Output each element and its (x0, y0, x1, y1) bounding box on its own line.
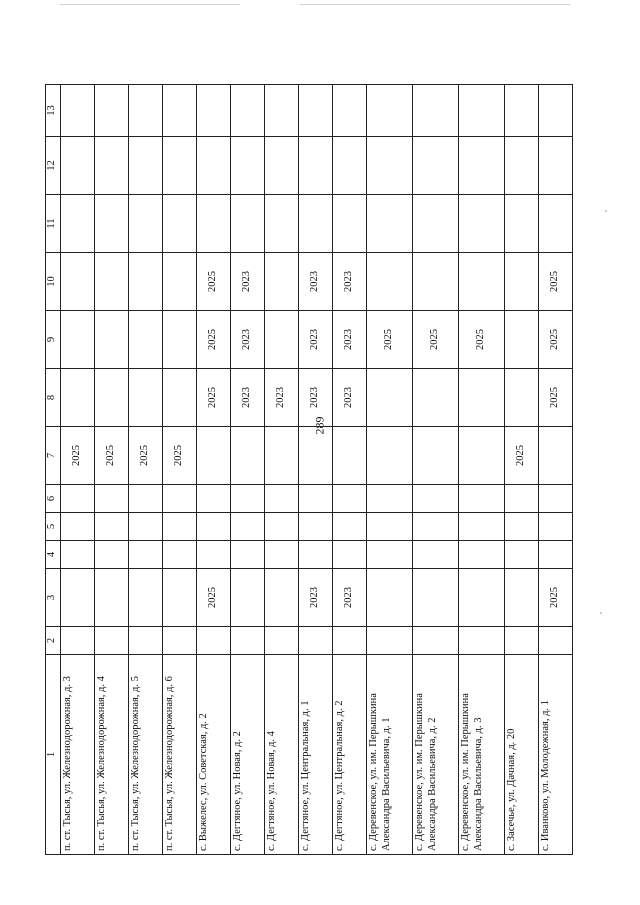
year-cell: 2023 (231, 369, 265, 427)
table-row (505, 85, 539, 855)
year-cell (95, 195, 129, 253)
year-cell (129, 195, 163, 253)
year-cell (299, 627, 333, 655)
year-cell (163, 485, 197, 513)
year-cell (505, 311, 539, 369)
year-cell (265, 311, 299, 369)
table-header-row (46, 85, 61, 855)
year-cell (61, 513, 95, 541)
year-cell (413, 253, 459, 311)
table-row (333, 85, 367, 855)
year-cell (95, 569, 129, 627)
year-cell (231, 195, 265, 253)
year-cell (413, 627, 459, 655)
year-cell (505, 85, 539, 137)
year-cell (95, 85, 129, 137)
year-cell (231, 541, 265, 569)
column-header: 12 (46, 137, 61, 195)
year-cell (505, 513, 539, 541)
year-cell (129, 253, 163, 311)
year-cell (413, 195, 459, 253)
year-cell (197, 85, 231, 137)
year-cell: 2025 (129, 427, 163, 485)
year-cell (367, 427, 413, 485)
year-cell (61, 311, 95, 369)
address-cell: п. ст. Тысья, ул. Железнодорожная, д. 4 (95, 655, 129, 855)
address-cell: с. Деревенское, ул. им. Перышкина Александра Васильевича, д. 3 (459, 655, 505, 855)
year-cell (413, 369, 459, 427)
page-number: 289 (312, 416, 327, 435)
year-cell: 2025 (163, 427, 197, 485)
year-cell (367, 137, 413, 195)
year-cell (367, 369, 413, 427)
rotated-table-container (45, 85, 595, 855)
year-cell (413, 85, 459, 137)
year-cell (539, 137, 573, 195)
table-row (95, 85, 129, 855)
address-cell: с. Иванково, ул. Молодежная, д. 1 (539, 655, 573, 855)
year-cell (61, 85, 95, 137)
column-header: 6 (46, 485, 61, 513)
year-cell: 2023 (231, 311, 265, 369)
year-cell (367, 85, 413, 137)
year-cell (299, 195, 333, 253)
table-body (61, 85, 573, 855)
table-row (61, 85, 95, 855)
year-cell (459, 253, 505, 311)
year-cell (163, 541, 197, 569)
year-cell: 2025 (539, 311, 573, 369)
year-cell: 2025 (539, 569, 573, 627)
year-cell (367, 195, 413, 253)
year-cell (231, 513, 265, 541)
year-cell (459, 427, 505, 485)
year-cell (539, 485, 573, 513)
address-cell: с. Деревенское, ул. им. Перышкина Александра Васильевича, д. 2 (413, 655, 459, 855)
year-cell (459, 627, 505, 655)
year-cell (129, 85, 163, 137)
column-header: 2 (46, 627, 61, 655)
table-row (459, 85, 505, 855)
column-header: 8 (46, 369, 61, 427)
year-cell (539, 541, 573, 569)
year-cell (163, 253, 197, 311)
year-cell (459, 485, 505, 513)
year-cell (61, 253, 95, 311)
year-cell (413, 137, 459, 195)
year-cell: 2025 (413, 311, 459, 369)
scan-speck (600, 612, 602, 614)
year-cell (459, 513, 505, 541)
year-cell (265, 427, 299, 485)
table-row (231, 85, 265, 855)
scan-speck (605, 210, 607, 212)
year-cell (163, 569, 197, 627)
year-cell (265, 137, 299, 195)
column-header: 1 (46, 655, 61, 855)
table-row (129, 85, 163, 855)
year-cell (61, 369, 95, 427)
year-cell (129, 541, 163, 569)
year-cell (231, 85, 265, 137)
year-cell (95, 311, 129, 369)
year-cell (95, 253, 129, 311)
year-cell: 2023 (333, 369, 367, 427)
year-cell: 2023 (299, 569, 333, 627)
year-cell (265, 253, 299, 311)
year-cell (333, 541, 367, 569)
year-cell (333, 627, 367, 655)
year-cell (129, 311, 163, 369)
year-cell (367, 569, 413, 627)
year-cell: 2025 (197, 311, 231, 369)
year-cell (163, 311, 197, 369)
year-cell (197, 137, 231, 195)
year-cell (61, 627, 95, 655)
address-cell: с. Засечье, ул. Дачная, д. 20 (505, 655, 539, 855)
year-cell (231, 627, 265, 655)
year-cell (505, 137, 539, 195)
year-cell: 2023 (299, 369, 333, 427)
year-cell (163, 369, 197, 427)
year-cell (299, 513, 333, 541)
year-cell (333, 513, 367, 541)
year-cell: 2023 (231, 253, 265, 311)
year-cell (231, 569, 265, 627)
year-cell (333, 137, 367, 195)
year-cell: 2025 (539, 369, 573, 427)
year-cell (539, 427, 573, 485)
year-cell (95, 627, 129, 655)
year-cell (231, 485, 265, 513)
year-cell (61, 195, 95, 253)
year-cell (413, 569, 459, 627)
scan-edge-line (300, 4, 570, 5)
year-cell (505, 195, 539, 253)
year-cell (413, 485, 459, 513)
year-cell: 2025 (61, 427, 95, 485)
year-cell (265, 195, 299, 253)
year-cell (265, 513, 299, 541)
address-cell: с. Дегтяное, ул. Новая, д. 4 (265, 655, 299, 855)
year-cell: 2025 (197, 569, 231, 627)
year-cell (129, 569, 163, 627)
year-cell: 2023 (333, 253, 367, 311)
column-header: 4 (46, 541, 61, 569)
year-cell (333, 485, 367, 513)
column-header: 5 (46, 513, 61, 541)
schedule-table (45, 84, 573, 855)
year-cell: 2025 (505, 427, 539, 485)
year-cell (459, 85, 505, 137)
year-cell (265, 541, 299, 569)
year-cell: 2023 (333, 311, 367, 369)
year-cell (265, 569, 299, 627)
year-cell (129, 513, 163, 541)
address-cell: с. Выжелес, ул. Советская, д. 2 (197, 655, 231, 855)
year-cell (95, 513, 129, 541)
table-row (367, 85, 413, 855)
address-cell: с. Дегтяное, ул. Центральная, д. 1 (299, 655, 333, 855)
year-cell (333, 195, 367, 253)
year-cell (459, 569, 505, 627)
scan-edge-line (60, 4, 240, 5)
year-cell (231, 427, 265, 485)
year-cell (61, 541, 95, 569)
year-cell (299, 137, 333, 195)
year-cell (459, 195, 505, 253)
table-row (539, 85, 573, 855)
year-cell (459, 369, 505, 427)
year-cell: 2023 (299, 311, 333, 369)
year-cell: 2023 (299, 253, 333, 311)
year-cell (197, 541, 231, 569)
address-cell: п. ст. Тысья, ул. Железнодорожная, д. 5 (129, 655, 163, 855)
year-cell (95, 369, 129, 427)
year-cell (129, 369, 163, 427)
year-cell (163, 627, 197, 655)
year-cell: 2025 (197, 369, 231, 427)
year-cell (197, 485, 231, 513)
year-cell (367, 627, 413, 655)
year-cell (61, 137, 95, 195)
column-header: 7 (46, 427, 61, 485)
year-cell (459, 137, 505, 195)
year-cell (367, 485, 413, 513)
year-cell (197, 427, 231, 485)
year-cell (95, 137, 129, 195)
year-cell (129, 485, 163, 513)
year-cell (367, 253, 413, 311)
year-cell (367, 513, 413, 541)
year-cell (539, 195, 573, 253)
year-cell (413, 541, 459, 569)
address-cell: с. Дегтяное, ул. Новая, д. 2 (231, 655, 265, 855)
year-cell (265, 485, 299, 513)
year-cell (505, 369, 539, 427)
year-cell (539, 627, 573, 655)
address-cell: п. ст. Тысья, ул. Железнодорожная, д. 3 (61, 655, 95, 855)
table-row (197, 85, 231, 855)
column-header: 13 (46, 85, 61, 137)
year-cell (231, 137, 265, 195)
year-cell: 2025 (367, 311, 413, 369)
year-cell: 2023 (265, 369, 299, 427)
year-cell (129, 137, 163, 195)
table-row (265, 85, 299, 855)
table-row (413, 85, 459, 855)
year-cell (163, 137, 197, 195)
year-cell (197, 195, 231, 253)
year-cell (299, 485, 333, 513)
year-cell (299, 427, 333, 485)
year-cell (163, 195, 197, 253)
address-cell: с. Деревенское, ул. им. Перышкина Александра Васильевича, д. 1 (367, 655, 413, 855)
address-cell: п. ст. Тысья, ул. Железнодорожная, д. 6 (163, 655, 197, 855)
column-header: 11 (46, 195, 61, 253)
year-cell (333, 427, 367, 485)
year-cell (265, 627, 299, 655)
year-cell (505, 627, 539, 655)
year-cell (539, 513, 573, 541)
column-header: 3 (46, 569, 61, 627)
year-cell (95, 485, 129, 513)
year-cell (163, 513, 197, 541)
column-header: 10 (46, 253, 61, 311)
year-cell (413, 513, 459, 541)
year-cell (505, 485, 539, 513)
year-cell (539, 85, 573, 137)
table-row (163, 85, 197, 855)
year-cell (299, 541, 333, 569)
year-cell (299, 85, 333, 137)
year-cell: 2025 (197, 253, 231, 311)
column-header: 9 (46, 311, 61, 369)
year-cell (197, 513, 231, 541)
year-cell (265, 85, 299, 137)
year-cell (505, 569, 539, 627)
year-cell (505, 541, 539, 569)
year-cell (197, 627, 231, 655)
table-row (299, 85, 333, 855)
year-cell (163, 85, 197, 137)
address-cell: с. Дегтяное, ул. Центральная, д. 2 (333, 655, 367, 855)
year-cell (413, 427, 459, 485)
year-cell (505, 253, 539, 311)
year-cell: 2025 (459, 311, 505, 369)
year-cell (333, 85, 367, 137)
year-cell: 2025 (539, 253, 573, 311)
year-cell (61, 569, 95, 627)
year-cell: 2025 (95, 427, 129, 485)
year-cell (459, 541, 505, 569)
year-cell (367, 541, 413, 569)
year-cell (95, 541, 129, 569)
year-cell (129, 627, 163, 655)
year-cell: 2023 (333, 569, 367, 627)
year-cell (61, 485, 95, 513)
